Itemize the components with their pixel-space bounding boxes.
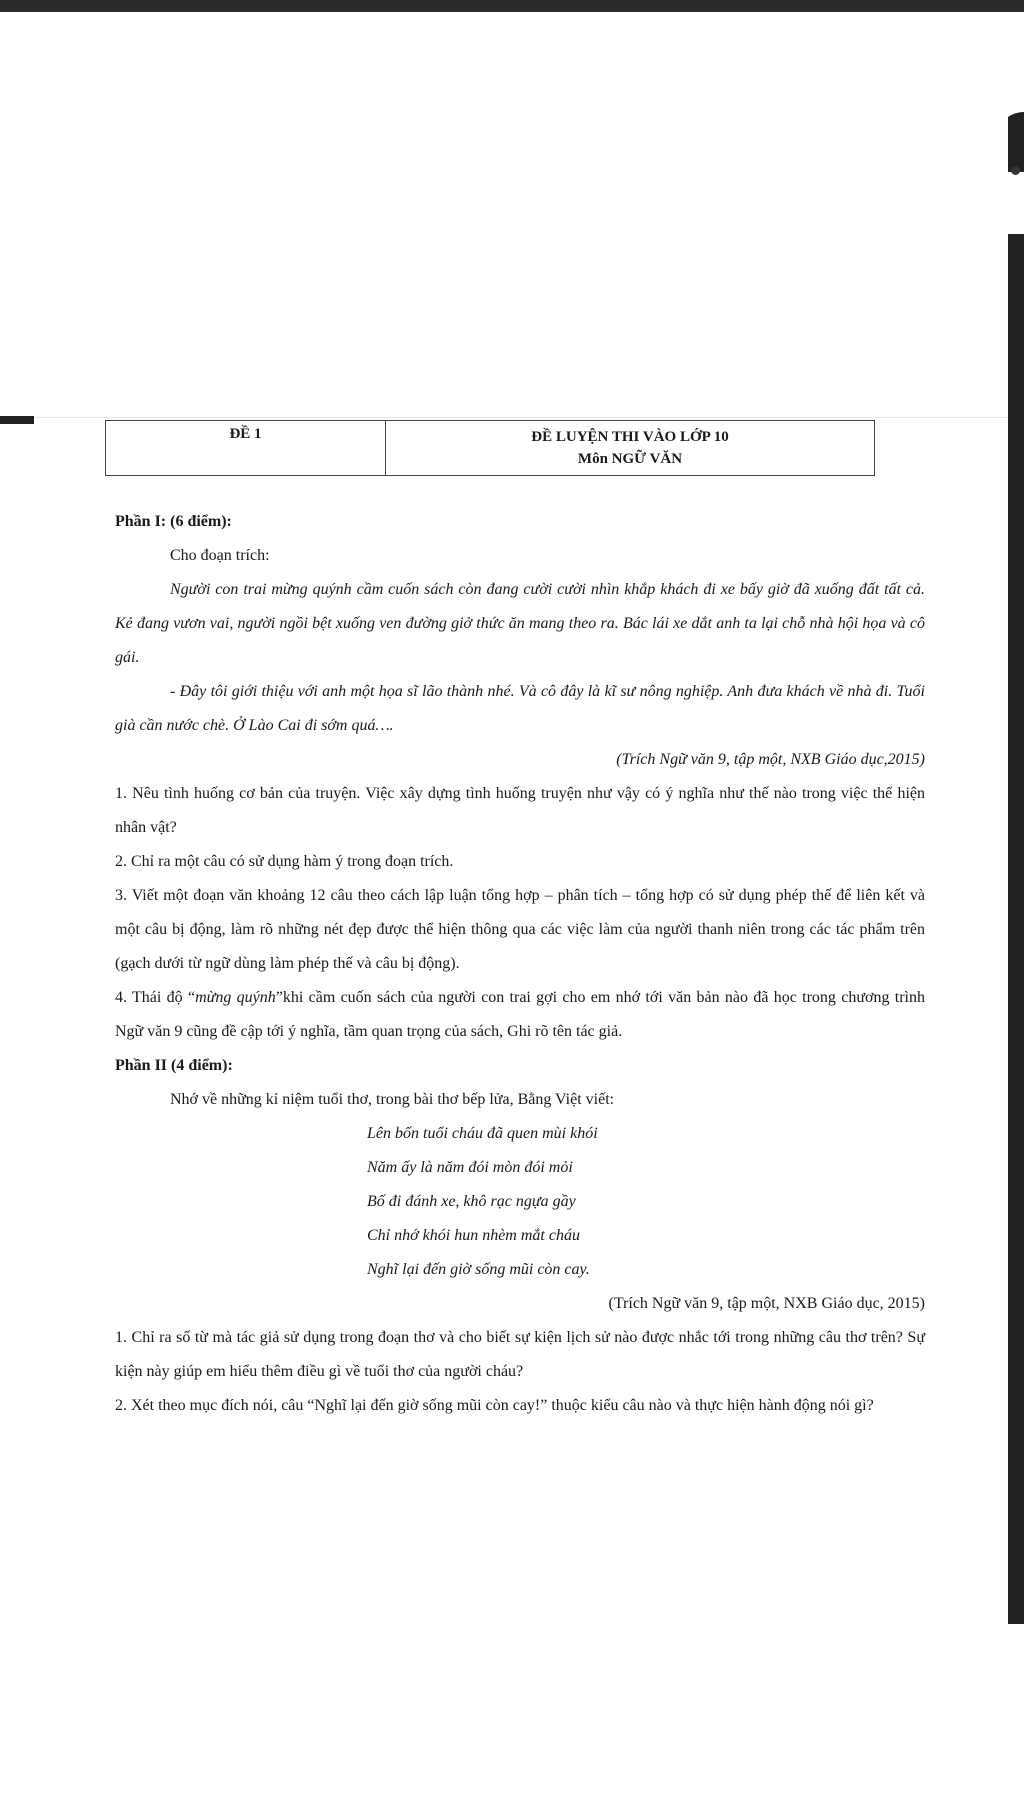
passage-paragraph-2: - Đây tôi giới thiệu với anh một họa sĩ lão thành nhé. Và cô đây là kĩ sư nông nghiệp. Anh đưa khách về nhà đi. Tuổi già cần nước chè. Ở Lào Cai đi sớm quá…. (115, 683, 925, 734)
q4-rest: ”khi cầm cuốn sách của người con trai gợi cho em nhớ tới văn bản nào đã học trong chương trình Ngữ văn 9 cũng đề cập tới ý nghĩa, tầm quan trọng của sách, Ghi rõ tên tác giả. (115, 989, 925, 1040)
right-edge-gap (1008, 172, 1024, 234)
part2-question-1: 1. Chỉ ra số từ mà tác giả sử dụng trong đoạn thơ và cho biết sự kiện lịch sử nào được nhắc tới trong những câu thơ trên? Sự kiện này giúp em hiểu thêm điều gì về tuổi thơ của người cháu? (115, 1329, 925, 1380)
poem-line-5: Nghĩ lại đến giờ sống mũi còn cay. (367, 1261, 590, 1278)
exam-number: ĐỀ 1 (106, 421, 386, 475)
poem-line-1: Lên bốn tuổi cháu đã quen mùi khói (367, 1125, 598, 1142)
part1-title: Phần I: (6 điểm): (115, 513, 232, 530)
exam-header-table (105, 420, 875, 476)
part2-intro: Nhớ về những kỉ niệm tuổi thơ, trong bài thơ bếp lửa, Bằng Việt viết: (170, 1091, 615, 1108)
part1-question-3: 3. Viết một đoạn văn khoảng 12 câu theo cách lập luận tổng hợp – phân tích – tổng hợp có sử dụng phép thế để liên kết và một câu bị động, làm rõ những nét đẹp được thể hiện thông qua các việc làm của người thanh niên trong các tác phẩm trên (gạch dưới từ ngữ dùng làm phép thế và câu bị động). (115, 887, 925, 972)
part1-question-4 (115, 981, 925, 1049)
part1-question-1: 1. Nêu tình huống cơ bản của truyện. Việc xây dựng tình huống truyện như vậy có ý nghĩa như thế nào trong việc thể hiện nhân vật? (115, 785, 925, 836)
left-edge-tab (0, 416, 34, 424)
dot-icon (1011, 166, 1020, 175)
passage-source: (Trích Ngữ văn 9, tập một, NXB Giáo dục,2015) (616, 751, 925, 768)
part2-title: Phần II (4 điểm): (115, 1057, 233, 1074)
q4-prefix: 4. Thái độ “ (115, 989, 196, 1006)
exam-title-cell (386, 421, 874, 475)
poem-line-2: Năm ấy là năm đói mòn đói mỏi (367, 1159, 573, 1176)
part2-question-2: 2. Xét theo mục đích nói, câu “Nghĩ lại đến giờ sống mũi còn cay!” thuộc kiểu câu nào và thực hiện hành động nói gì? (115, 1397, 874, 1414)
part1-intro: Cho đoạn trích: (170, 547, 270, 564)
right-edge-bar (1008, 12, 1024, 1624)
exam-subject: Môn NGỮ VĂN (577, 451, 683, 467)
right-edge-light (1008, 12, 1024, 117)
poem-source: (Trích Ngữ văn 9, tập một, NXB Giáo dục, 2015) (608, 1295, 925, 1312)
q4-italic-word: mừng quýnh (195, 989, 276, 1006)
poem-line-4: Chỉ nhớ khói hun nhèm mắt cháu (367, 1227, 580, 1244)
exam-content (115, 505, 925, 1423)
blank-overlay-panel (0, 12, 1008, 417)
part1-question-2: 2. Chỉ ra một câu có sử dụng hàm ý trong đoạn trích. (115, 853, 454, 870)
exam-title: ĐỀ LUYỆN THI VÀO LỚP 10 (531, 429, 729, 445)
top-screen-strip (0, 0, 1024, 12)
poem-line-3: Bố đi đánh xe, khô rạc ngựa gầy (367, 1193, 576, 1210)
passage-paragraph-1: Người con trai mừng quýnh cầm cuốn sách còn đang cười cười nhìn khắp khách đi xe bấy giờ đã xuống đất tất cả. Kẻ đang vươn vai, người ngồi bệt xuống ven đường giở thức ăn mang theo ra. Bác lái xe dắt anh ta lại chỗ nhà hội họa và cô gái. (115, 581, 925, 666)
